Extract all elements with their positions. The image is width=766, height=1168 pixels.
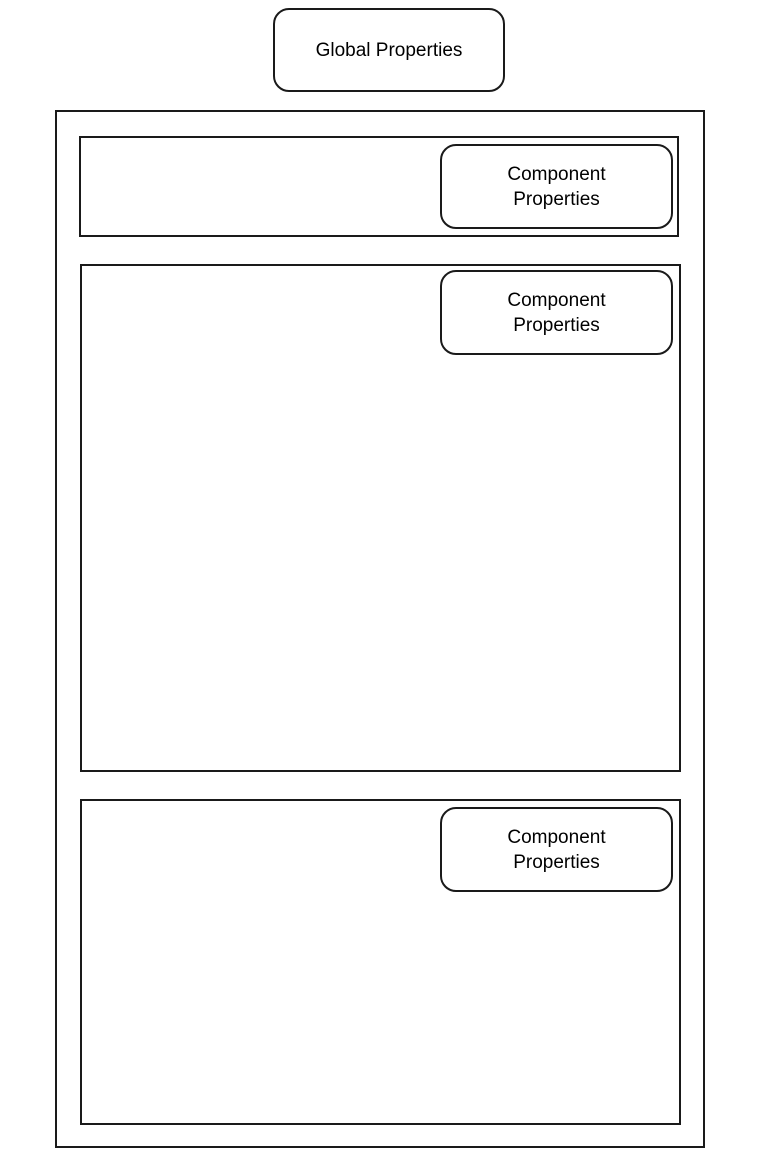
component-properties-line1-3: Component xyxy=(507,826,606,848)
component-properties-line1-2: Component xyxy=(507,289,606,311)
component-properties-node-1 xyxy=(440,144,673,229)
component-properties-label-1 xyxy=(507,162,605,212)
component-properties-line2-2: Properties xyxy=(513,314,600,336)
component-properties-node-2 xyxy=(440,270,673,355)
component-properties-line2-3: Properties xyxy=(513,851,600,873)
global-properties-node xyxy=(273,8,505,92)
component-properties-line1-1: Component xyxy=(507,163,606,185)
global-properties-label: Global Properties xyxy=(315,39,463,61)
component-properties-line2-1: Properties xyxy=(513,188,600,210)
component-properties-node-3 xyxy=(440,807,673,892)
component-properties-label-2 xyxy=(507,288,605,338)
component-properties-label-3 xyxy=(507,825,605,875)
